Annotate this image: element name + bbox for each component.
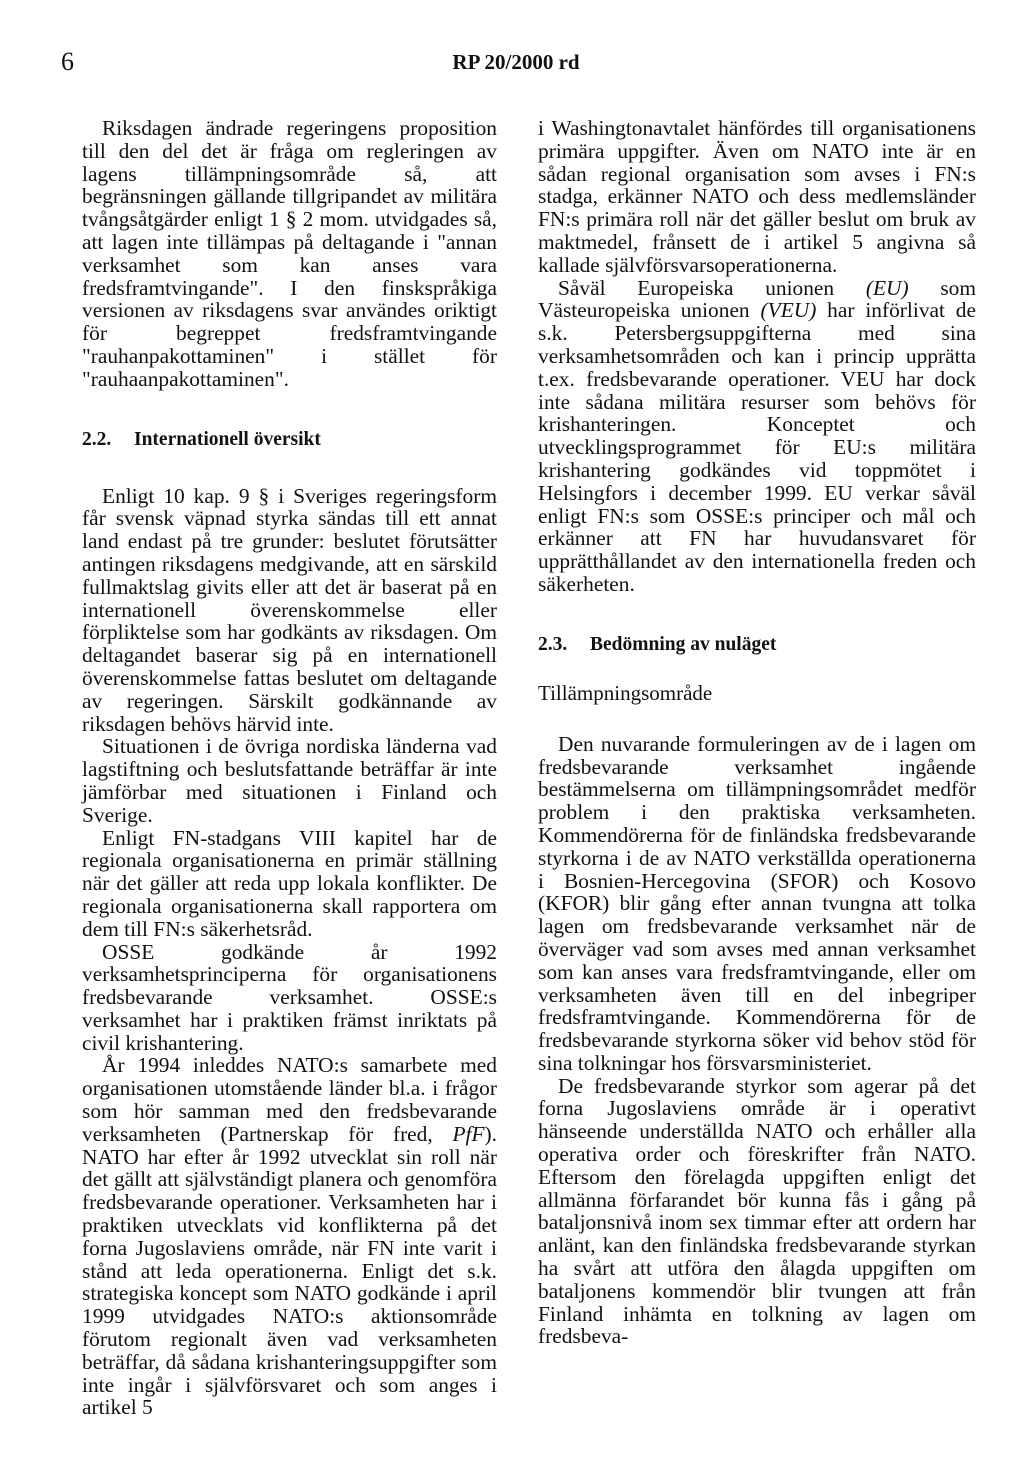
emphasis-pff: PfF <box>452 1121 485 1146</box>
paragraph: De fredsbevarande styrkor som agerar på det forna Jugoslaviens område är i operativt hänseende underställda NATO och erhåller alla operativa order och föreskrifter från NATO. Eftersom den förelagda uppgiften enligt det allmänna förfarandet bör kunna fås i gång på bataljonsnivå inom sex timmar efter att ordern har anlänt, kan den finländska fredsbevarande styrkan ha svårt att utföra den ålagda uppgiften om bataljonens kommendör blir tvungen att från Finland inhämta en tolkning av lagen om fredsbeva- <box>538 1073 976 1349</box>
paragraph: Enligt 10 kap. 9 § i Sveriges regeringsform får svensk väpnad styrka sändas till ett annat land endast på tre grunder: beslutet förutsätter antingen riksdagens medgivande, att en särskild fullmaktslag givits eller att det är baserat på en internationell överenskommelse eller förpliktelse som har godkänts av riksdagen. Om deltagandet baserar sig på en internationell överenskommelse fattas beslutet om deltagande av regeringen. Särskilt godkännande av riksdagen behövs härvid inte. <box>82 483 497 736</box>
page-number: 6 <box>61 47 74 76</box>
paragraph: i Washingtonavtalet hänfördes till organisationens primära uppgifter. Även om NATO inte är en sådan regional organisation som avses i FN:s stadga, erkänner NATO och dess medlemsländer FN:s primära roll när det gäller beslut om bruk av maktmedel, frånsett de i artikel 5 angivna så kallade självförsvarsoperationerna. <box>538 116 976 277</box>
emphasis-eu: (EU) <box>865 275 909 300</box>
running-head: RP 20/2000 rd <box>452 50 580 74</box>
paragraph: Situationen i de övriga nordiska länderna vad lagstiftning och beslutsfattande beträffar är inte jämförbar med situationen i Finland och Sverige. <box>82 734 497 827</box>
section-heading-2-2 <box>82 429 497 451</box>
right-column <box>538 117 976 1348</box>
paragraph: Riksdagen ändrade regeringens proposition till den del det är fråga om regleringen av lagens tillämpningsområde så, att begränsningen gällande tillgripandet av militära tvångsåtgärder enligt 1 § 2 mom. utvidgades så, att lagen inte tillämpas på deltagande i "annan verksamhet som kan anses vara fredsframtvingande". I den finskspråkiga versionen av riksdagens svar användes oriktigt för begreppet fredsframtvingande "rauhanpakottaminen" i stället för "rauhaanpakottaminen". <box>82 116 497 391</box>
paragraph: Den nuvarande formuleringen av de i lagen om fredsbevarande verksamhet ingående bestämmelserna om tillämpningsområdet medför problem i den praktiska verksamheten. Kommendörerna för de finländska fredsbevarande styrkorna i de av NATO verkställda operationerna i Bosnien-Hercegovina (SFOR) och Kosovo (KFOR) blir gång efter annan tvungna att tolka lagen om fredsbevarande verksamhet när de överväger vad som avses med annan verksamhet som kan anses vara fredsframtvingande, eller om verksamheten även till en del inbegriper fredsframtvingande. Kommendörerna för de fredsbevarande styrkorna söker vid behov stöd för sina tolkningar hos försvarsministeriet. <box>538 731 976 1075</box>
section-title: Bedömning av nuläget <box>590 633 777 655</box>
paragraph: OSSE godkände år 1992 verksamhetsprinciperna för organisationens fredsbevarande verksamhet. OSSE:s verksamhet har i praktiken främst inriktats på civil krishantering. <box>82 939 497 1055</box>
text-run: som Västeuropeiska unionen <box>538 275 976 323</box>
left-column <box>82 117 497 1419</box>
text-run: År 1994 inleddes NATO:s samarbete med organisationen utomstående länder bl.a. i frågor som hör samman med den fredsbevarande verksamheten (Partnerskap för fred, <box>82 1053 497 1146</box>
section-heading-2-3 <box>538 634 976 656</box>
paragraph <box>82 1054 497 1419</box>
subheading: Tillämpningsområde <box>538 680 713 705</box>
section-number: 2.2. <box>82 428 112 450</box>
section-number: 2.3. <box>538 633 568 655</box>
section-title: Internationell översikt <box>134 428 321 450</box>
paragraph: Enligt FN-stadgans VIII kapitel har de regionala organisationerna en primär ställning när det gäller att reda upp lokala konflikter. De regionala organisationerna skall rapportera om dem till FN:s säkerhetsråd. <box>82 825 497 941</box>
text-run: Såväl Europeiska unionen <box>558 275 866 300</box>
text-run: har införlivat de s.k. Petersbergsuppgifterna med sina verksamhetsområden och kan i princip upprätta t.ex. fredsbevarande operationer. VEU har dock inte sådana militära resurser som behövs för krishanteringen. Konceptet och utvecklingsprogrammet för EU:s militära krishantering godkändes vid toppmötet i Helsingfors i december 1999. EU verkar såväl enligt FN:s som OSSE:s principer och mål och erkänner att FN har huvudansvaret för upprätthållandet av den internationella freden och säkerheten. <box>538 298 976 596</box>
text-run: ). NATO har efter år 1992 utvecklat sin roll när det gällt att självständigt planera och genomföra fredsbevarande operationer. Verksamheten har i praktiken utvecklats vid konflikterna på det forna Jugoslaviens område, när FN inte varit i stånd att leda operationerna. Enligt det s.k. strategiska koncept som NATO godkände i april 1999 utvidgades NATO:s aktionsområde förutom regionalt även vad verksamheten beträffar, då sådana krishanteringsuppgifter som inte ingår i självförsvaret och som anges i artikel 5 <box>82 1121 497 1420</box>
paragraph <box>538 277 976 596</box>
emphasis-veu: (VEU) <box>760 298 817 323</box>
